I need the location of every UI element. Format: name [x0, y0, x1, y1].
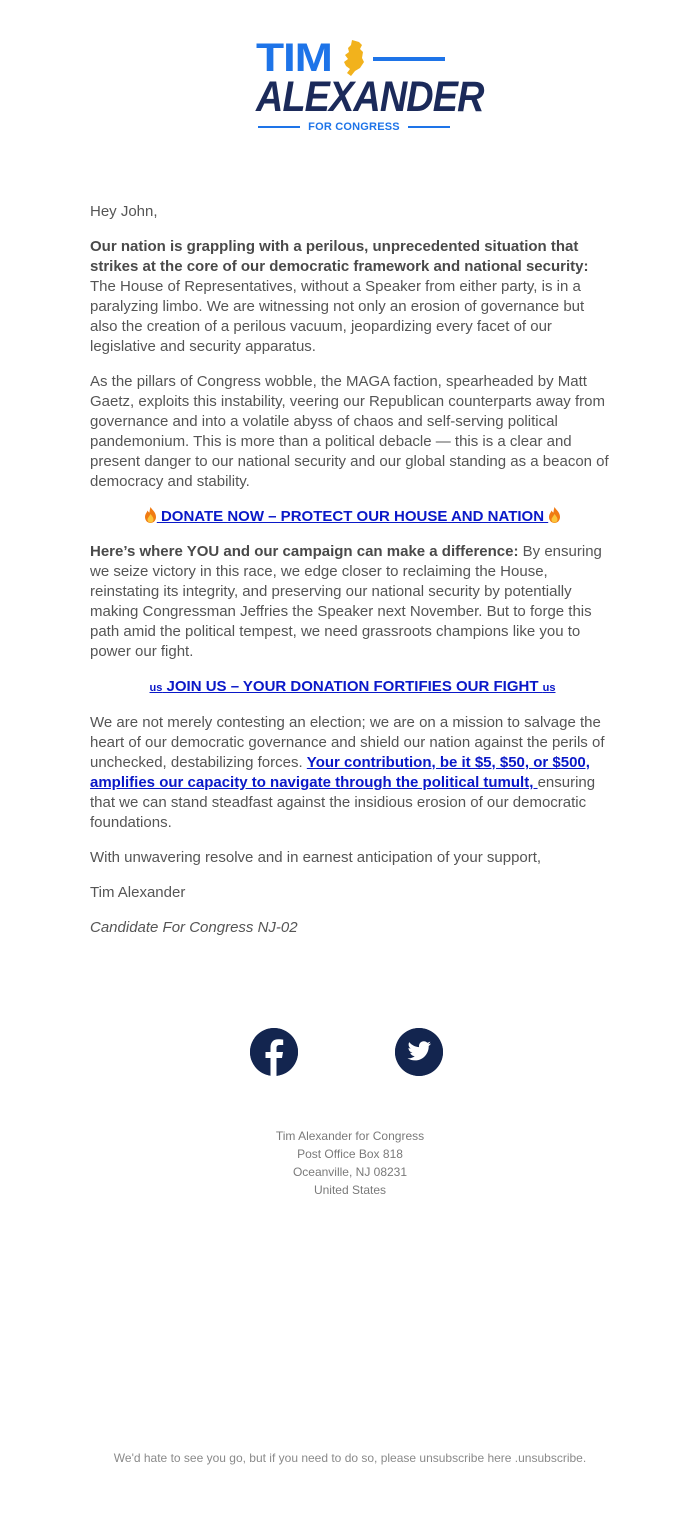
address-line: Post Office Box 818: [297, 1147, 403, 1161]
logo-dash: [373, 57, 445, 61]
us-flag-text: us: [542, 682, 556, 694]
paragraph-4-end: ensuring that we can stand steadfast against the insidious erosion of our democratic foundations.: [90, 774, 596, 831]
donate-cta-row: [90, 507, 615, 527]
closing-line: With unwavering resolve and in earnest anticipation of your support,: [90, 849, 542, 866]
address-line: United States: [313, 1183, 387, 1197]
twitter-link[interactable]: [395, 1028, 443, 1076]
contribution-link[interactable]: Your contribution, be it $5, $50, or $500, amplifies our capacity to navigate through the political tumult,: [90, 754, 590, 791]
logo-rule-left: [258, 126, 300, 128]
join-us-link[interactable]: [150, 678, 556, 695]
logo-first-name: TIM: [256, 36, 332, 80]
address-line: Oceanville, NJ 08231: [292, 1165, 408, 1179]
paragraph-1-text: The House of Representatives, without a Speaker from either party, is in a paralyzing limbo. We are witnessing not only an erosion of governance but also the creation of a perilous vacuum, jeopardizing every facet of our legislative and security apparatus.: [90, 278, 585, 355]
email-body: [90, 202, 615, 953]
join-cta-row: [90, 677, 615, 698]
facebook-link[interactable]: [250, 1028, 298, 1076]
logo-tagline-row: [258, 120, 450, 134]
us-flag-text: us: [149, 682, 163, 694]
new-jersey-state-icon: [343, 40, 365, 76]
paragraph-3-text: By ensuring we seize victory in this race, we edge closer to reclaiming the House, reinstating its integrity, and preserving our national security by potentially making Congressman Jeffries the Speaker next November. But to forge this path amid the political tempest, we need grassroots champions like you to power our fight.: [90, 543, 602, 660]
campaign-logo: [256, 36, 484, 138]
paragraph-4-start: We are not merely contesting an election; we are on a mission to salvage the heart of our democratic governance and shield our nation against the perils of unchecked, destabilizing forces.: [90, 714, 605, 771]
mailing-address: [0, 1127, 700, 1199]
signature-name: Tim Alexander: [90, 884, 186, 901]
paragraph-1: [90, 237, 615, 357]
donate-now-label: DONATE NOW – PROTECT OUR HOUSE AND NATION: [156, 508, 549, 525]
paragraph-3: [90, 542, 615, 662]
logo-rule-right: [408, 126, 450, 128]
paragraph-4: [90, 713, 615, 833]
social-links: [250, 1028, 444, 1078]
logo-last-name: ALEXANDER: [256, 73, 484, 121]
paragraph-1-lead: Our nation is grappling with a perilous, unprecedented situation that strikes at the core of our democratic framework and national security:: [90, 238, 589, 275]
logo-tagline: FOR CONGRESS: [308, 121, 400, 133]
signature-title: Candidate For Congress NJ-02: [90, 919, 298, 936]
join-us-label: JOIN US – YOUR DONATION FORTIFIES OUR FIGHT: [162, 678, 543, 695]
donate-now-link[interactable]: [144, 508, 561, 525]
greeting: Hey John,: [90, 203, 158, 220]
twitter-icon: [395, 1028, 443, 1076]
fire-icon: [548, 507, 561, 523]
fire-icon: [144, 507, 157, 523]
facebook-icon: [250, 1028, 298, 1076]
unsubscribe-text[interactable]: We'd hate to see you go, but if you need to do so, please unsubscribe here .unsubscribe.: [113, 1451, 587, 1465]
paragraph-2: As the pillars of Congress wobble, the MAGA faction, spearheaded by Matt Gaetz, exploits this instability, veering our Republican counterparts away from governance and into a volatile abyss of chaos and self-serving political pandemonium. This is more than a political debacle — this is a clear and present danger to our national security and our global standing as a beacon of democracy and stability.: [90, 373, 609, 490]
address-line: Tim Alexander for Congress: [275, 1129, 425, 1143]
paragraph-3-lead: Here’s where YOU and our campaign can make a difference:: [90, 543, 519, 560]
